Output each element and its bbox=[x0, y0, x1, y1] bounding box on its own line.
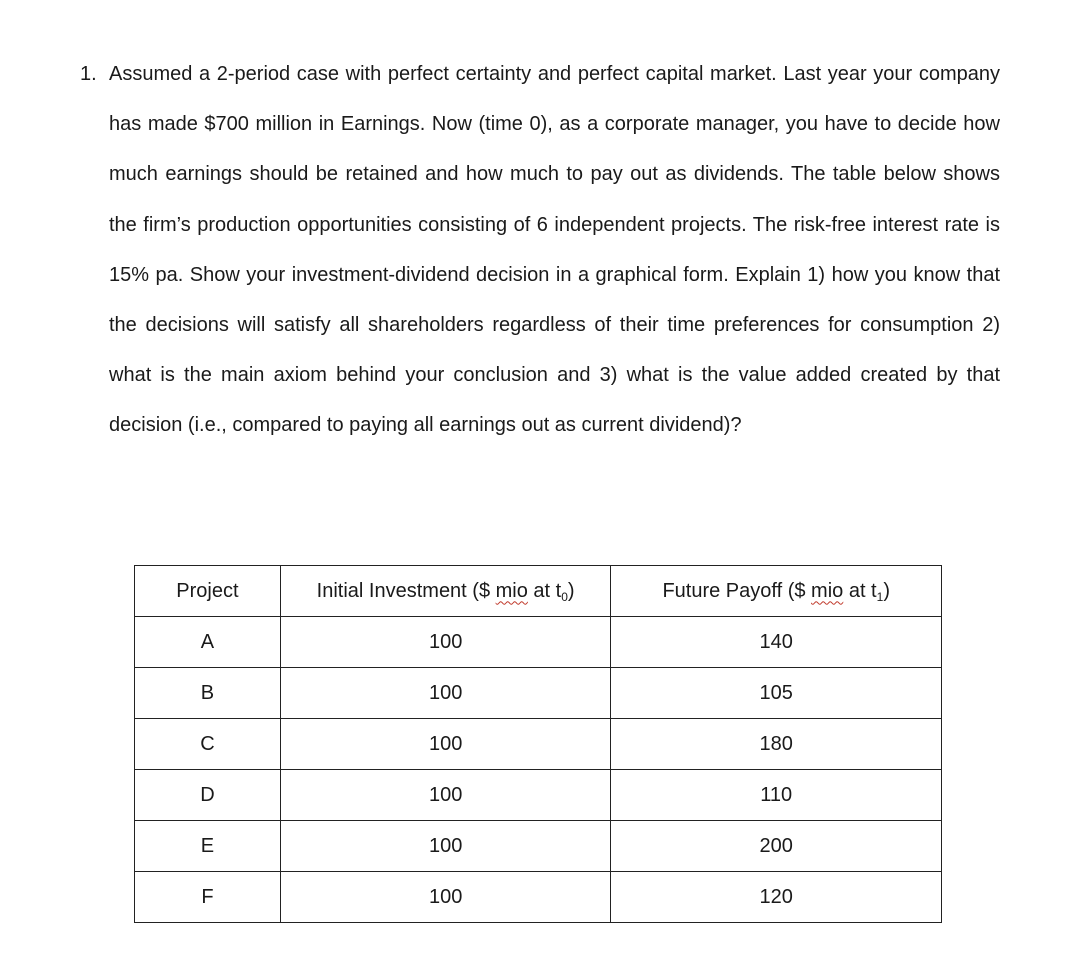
cell-project: F bbox=[135, 872, 281, 923]
cell-investment: 100 bbox=[280, 872, 611, 923]
header-investment-prefix: Initial Investment ($ bbox=[316, 579, 496, 602]
header-initial-investment bbox=[280, 566, 611, 617]
cell-payoff: 180 bbox=[611, 719, 942, 770]
header-payoff-subscript: 1 bbox=[876, 589, 884, 604]
cell-investment: 100 bbox=[280, 668, 611, 719]
header-payoff-mid: at t bbox=[843, 579, 877, 602]
header-future-payoff bbox=[611, 566, 942, 617]
cell-payoff: 120 bbox=[611, 872, 942, 923]
cell-investment: 100 bbox=[280, 617, 611, 668]
cell-payoff: 200 bbox=[611, 821, 942, 872]
table-row bbox=[135, 770, 942, 821]
table-row bbox=[135, 617, 942, 668]
header-project: Project bbox=[135, 566, 281, 617]
header-investment-subscript: 0 bbox=[561, 589, 568, 604]
cell-investment: 100 bbox=[280, 719, 611, 770]
cell-investment: 100 bbox=[280, 770, 611, 821]
cell-project: A bbox=[135, 617, 281, 668]
cell-project: B bbox=[135, 668, 281, 719]
table-row bbox=[135, 719, 942, 770]
projects-table bbox=[134, 565, 942, 923]
cell-payoff: 105 bbox=[611, 668, 942, 719]
header-investment-unit: mio bbox=[495, 579, 528, 602]
question-number: 1. bbox=[80, 63, 97, 85]
table-row bbox=[135, 668, 942, 719]
header-investment-mid: at t bbox=[527, 579, 562, 602]
header-payoff-suffix: ) bbox=[883, 579, 890, 602]
question-text: Assumed a 2-period case with perfect certainty and perfect capital market. Last year your company has made $700 million in Earnings. Now (time 0), as a corporate manager, you have to decide how much earnings should be retained and how much to pay out as dividends. The table below shows the firm’s production opportunities consisting of 6 independent projects. The risk-free interest rate is 15% pa. Show your investment-dividend decision in a graphical form. Explain 1) how you know that the decisions will satisfy all shareholders regardless of their time preferences for consumption 2) what is the main axiom behind your conclusion and 3) what is the value added created by that decision (i.e., compared to paying all earnings out as current dividend)? bbox=[109, 63, 1000, 437]
cell-payoff: 110 bbox=[611, 770, 942, 821]
cell-project: D bbox=[135, 770, 281, 821]
cell-investment: 100 bbox=[280, 821, 611, 872]
table-row bbox=[135, 872, 942, 923]
cell-payoff: 140 bbox=[611, 617, 942, 668]
cell-project: E bbox=[135, 821, 281, 872]
header-investment-suffix: ) bbox=[567, 579, 575, 602]
question-block bbox=[80, 49, 1000, 451]
header-payoff-unit: mio bbox=[811, 579, 844, 602]
table-header-row bbox=[135, 566, 942, 617]
cell-project: C bbox=[135, 719, 281, 770]
header-payoff-prefix: Future Payoff ($ bbox=[662, 579, 812, 602]
table-row bbox=[135, 821, 942, 872]
